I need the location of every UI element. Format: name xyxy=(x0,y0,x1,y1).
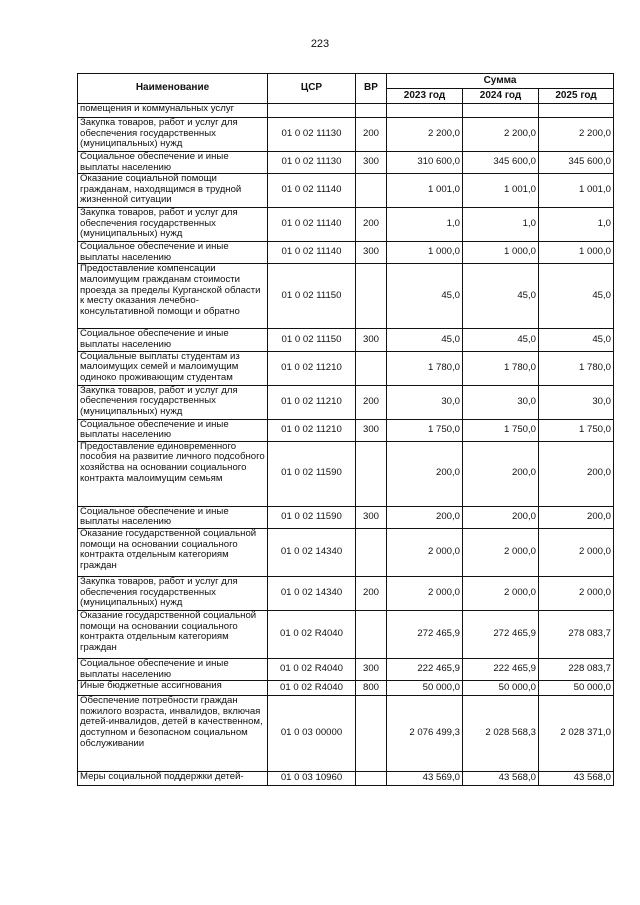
row-vr: 200 xyxy=(356,385,387,419)
row-amount-2025: 278 083,7 xyxy=(539,610,614,658)
header-sum: Сумма xyxy=(387,74,614,89)
row-name: Социальное обеспечение и иные выплаты населению xyxy=(78,506,268,528)
row-amount-2025: 200,0 xyxy=(539,441,614,506)
row-amount-2024 xyxy=(463,104,539,118)
row-vr: 300 xyxy=(356,658,387,680)
row-amount-2025: 1 780,0 xyxy=(539,351,614,385)
row-amount-2024: 1 001,0 xyxy=(463,174,539,208)
table-row xyxy=(78,696,614,772)
row-vr xyxy=(356,174,387,208)
row-vr: 200 xyxy=(356,208,387,242)
table-row xyxy=(78,208,614,242)
table-row xyxy=(78,772,614,786)
row-name: Закупка товаров, работ и услуг для обеспечения государственных (муниципальных) нужд xyxy=(78,576,268,610)
row-amount-2023: 1 750,0 xyxy=(387,419,463,441)
row-amount-2024: 2 000,0 xyxy=(463,576,539,610)
header-year-2023: 2023 год xyxy=(387,89,463,104)
row-amount-2024: 200,0 xyxy=(463,506,539,528)
row-csr: 01 0 02 11130 xyxy=(268,118,356,152)
row-amount-2024: 30,0 xyxy=(463,385,539,419)
row-name: Социальное обеспечение и иные выплаты населению xyxy=(78,242,268,264)
row-vr xyxy=(356,610,387,658)
row-vr: 300 xyxy=(356,329,387,351)
row-name: Социальное обеспечение и иные выплаты населению xyxy=(78,419,268,441)
row-csr: 01 0 02 14340 xyxy=(268,576,356,610)
row-amount-2025: 1 750,0 xyxy=(539,419,614,441)
row-csr: 01 0 02 11210 xyxy=(268,385,356,419)
row-name: Предоставление единовременного пособия на развитие личного подсобного хозяйства на основании социального контракта малоимущим семьям xyxy=(78,441,268,506)
row-amount-2023: 2 200,0 xyxy=(387,118,463,152)
row-amount-2024: 2 200,0 xyxy=(463,118,539,152)
table-row xyxy=(78,576,614,610)
row-vr xyxy=(356,696,387,772)
row-amount-2024: 272 465,9 xyxy=(463,610,539,658)
row-csr: 01 0 02 R4040 xyxy=(268,610,356,658)
row-amount-2024: 345 600,0 xyxy=(463,152,539,174)
row-amount-2024: 1 750,0 xyxy=(463,419,539,441)
row-amount-2023: 200,0 xyxy=(387,506,463,528)
table-row xyxy=(78,118,614,152)
row-vr: 300 xyxy=(356,242,387,264)
row-amount-2024: 2 000,0 xyxy=(463,528,539,576)
row-amount-2025: 200,0 xyxy=(539,506,614,528)
row-vr: 200 xyxy=(356,576,387,610)
row-amount-2024: 1 000,0 xyxy=(463,242,539,264)
row-amount-2025: 43 568,0 xyxy=(539,772,614,786)
row-amount-2023: 43 569,0 xyxy=(387,772,463,786)
row-csr: 01 0 02 11150 xyxy=(268,329,356,351)
row-amount-2023: 310 600,0 xyxy=(387,152,463,174)
row-amount-2025: 2 200,0 xyxy=(539,118,614,152)
table-row xyxy=(78,329,614,351)
row-amount-2025: 50 000,0 xyxy=(539,681,614,696)
row-amount-2025: 45,0 xyxy=(539,264,614,329)
row-csr: 01 0 02 14340 xyxy=(268,528,356,576)
row-csr: 01 0 02 11140 xyxy=(268,242,356,264)
row-amount-2023: 45,0 xyxy=(387,329,463,351)
row-name: Оказание социальной помощи гражданам, находящимся в трудной жизненной ситуации xyxy=(78,174,268,208)
row-vr: 800 xyxy=(356,681,387,696)
row-amount-2024: 1 780,0 xyxy=(463,351,539,385)
row-csr: 01 0 02 11590 xyxy=(268,441,356,506)
row-amount-2024: 43 568,0 xyxy=(463,772,539,786)
table-row xyxy=(78,351,614,385)
row-csr: 01 0 02 R4040 xyxy=(268,681,356,696)
row-vr xyxy=(356,441,387,506)
table-row xyxy=(78,385,614,419)
row-amount-2024: 222 465,9 xyxy=(463,658,539,680)
row-name: Обеспечение потребности граждан пожилого возраста, инвалидов, включая детей-инвалидов, детей в качественном, доступном и безопасном социальном обслуживании xyxy=(78,696,268,772)
table-row xyxy=(78,264,614,329)
row-vr xyxy=(356,104,387,118)
row-amount-2025: 2 000,0 xyxy=(539,576,614,610)
table-row xyxy=(78,441,614,506)
page-number: 223 xyxy=(310,38,330,50)
row-name: Социальное обеспечение и иные выплаты населению xyxy=(78,658,268,680)
row-amount-2023: 2 000,0 xyxy=(387,528,463,576)
table-row xyxy=(78,681,614,696)
row-amount-2023: 30,0 xyxy=(387,385,463,419)
budget-table xyxy=(77,73,614,786)
row-amount-2023: 45,0 xyxy=(387,264,463,329)
row-name: Оказание государственной социальной помощи на основании социального контракта отдельным категориям граждан xyxy=(78,610,268,658)
row-amount-2023: 222 465,9 xyxy=(387,658,463,680)
row-amount-2025: 345 600,0 xyxy=(539,152,614,174)
row-csr: 01 0 02 11590 xyxy=(268,506,356,528)
row-name: Оказание государственной социальной помощи на основании социального контракта отдельным категориям граждан xyxy=(78,528,268,576)
row-amount-2023: 200,0 xyxy=(387,441,463,506)
row-name: помещения и коммунальных услуг xyxy=(78,104,268,118)
row-csr: 01 0 02 11140 xyxy=(268,208,356,242)
table-row xyxy=(78,528,614,576)
header-name: Наименование xyxy=(78,74,268,104)
row-vr: 300 xyxy=(356,152,387,174)
row-amount-2025: 2 000,0 xyxy=(539,528,614,576)
row-name: Предоставление компенсации малоимущим гражданам стоимости проезда за пределы Курганской области к месту оказания лечебно-консультативной помощи и обратно xyxy=(78,264,268,329)
row-amount-2024: 2 028 568,3 xyxy=(463,696,539,772)
header-csr: ЦСР xyxy=(268,74,356,104)
row-vr xyxy=(356,772,387,786)
row-name: Социальные выплаты студентам из малоимущих семей и малоимущим одиноко проживающим студентам xyxy=(78,351,268,385)
table-row xyxy=(78,104,614,118)
row-amount-2023: 2 000,0 xyxy=(387,576,463,610)
row-csr: 01 0 03 10960 xyxy=(268,772,356,786)
row-csr: 01 0 02 11150 xyxy=(268,264,356,329)
row-csr: 01 0 03 00000 xyxy=(268,696,356,772)
row-name: Меры социальной поддержки детей- xyxy=(78,772,268,786)
row-vr: 200 xyxy=(356,118,387,152)
row-name: Социальное обеспечение и иные выплаты населению xyxy=(78,329,268,351)
table-row xyxy=(78,658,614,680)
row-name: Закупка товаров, работ и услуг для обеспечения государственных (муниципальных) нужд xyxy=(78,118,268,152)
row-name: Закупка товаров, работ и услуг для обеспечения государственных (муниципальных) нужд xyxy=(78,208,268,242)
row-amount-2025: 1 001,0 xyxy=(539,174,614,208)
row-amount-2024: 1,0 xyxy=(463,208,539,242)
row-amount-2023: 1 000,0 xyxy=(387,242,463,264)
row-vr: 300 xyxy=(356,419,387,441)
row-csr: 01 0 02 11140 xyxy=(268,174,356,208)
row-csr: 01 0 02 11210 xyxy=(268,351,356,385)
row-amount-2025: 228 083,7 xyxy=(539,658,614,680)
header-year-2025: 2025 год xyxy=(539,89,614,104)
row-amount-2024: 45,0 xyxy=(463,264,539,329)
table-row xyxy=(78,419,614,441)
row-amount-2025: 1,0 xyxy=(539,208,614,242)
row-amount-2023: 1 780,0 xyxy=(387,351,463,385)
table-row xyxy=(78,152,614,174)
row-vr xyxy=(356,351,387,385)
row-amount-2025: 2 028 371,0 xyxy=(539,696,614,772)
row-name: Социальное обеспечение и иные выплаты населению xyxy=(78,152,268,174)
table-row xyxy=(78,610,614,658)
row-amount-2023 xyxy=(387,104,463,118)
row-name: Иные бюджетные ассигнования xyxy=(78,681,268,696)
row-vr: 300 xyxy=(356,506,387,528)
row-csr: 01 0 02 11130 xyxy=(268,152,356,174)
row-csr: 01 0 02 R4040 xyxy=(268,658,356,680)
row-amount-2024: 45,0 xyxy=(463,329,539,351)
row-csr xyxy=(268,104,356,118)
row-amount-2025: 45,0 xyxy=(539,329,614,351)
row-amount-2023: 1,0 xyxy=(387,208,463,242)
row-vr xyxy=(356,264,387,329)
row-amount-2024: 200,0 xyxy=(463,441,539,506)
row-amount-2023: 50 000,0 xyxy=(387,681,463,696)
table-row xyxy=(78,506,614,528)
row-amount-2023: 1 001,0 xyxy=(387,174,463,208)
row-name: Закупка товаров, работ и услуг для обеспечения государственных (муниципальных) нужд xyxy=(78,385,268,419)
table-row xyxy=(78,242,614,264)
table-row xyxy=(78,174,614,208)
row-amount-2023: 2 076 499,3 xyxy=(387,696,463,772)
header-vr: ВР xyxy=(356,74,387,104)
row-csr: 01 0 02 11210 xyxy=(268,419,356,441)
row-amount-2025 xyxy=(539,104,614,118)
row-amount-2024: 50 000,0 xyxy=(463,681,539,696)
row-amount-2025: 30,0 xyxy=(539,385,614,419)
row-amount-2023: 272 465,9 xyxy=(387,610,463,658)
header-year-2024: 2024 год xyxy=(463,89,539,104)
row-amount-2025: 1 000,0 xyxy=(539,242,614,264)
row-vr xyxy=(356,528,387,576)
